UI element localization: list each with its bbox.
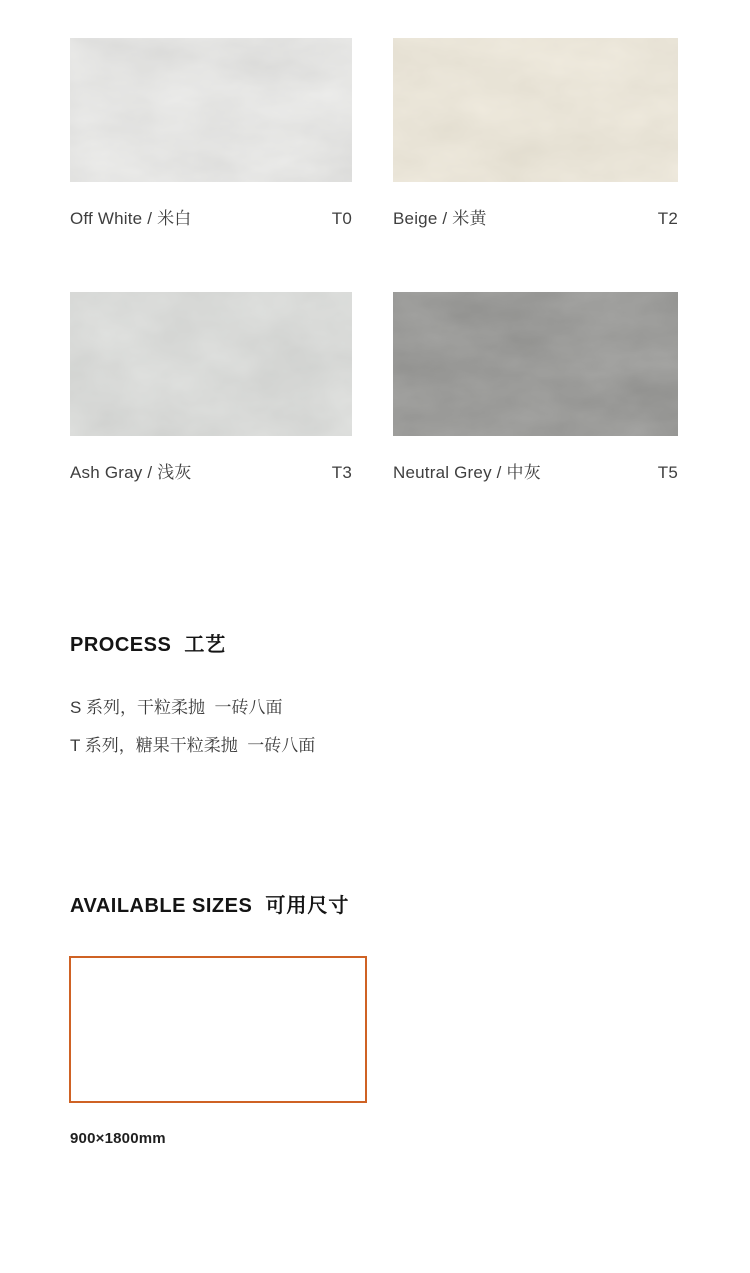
- sizes-heading-zh: 可用尺寸: [265, 894, 350, 917]
- sizes-heading-en: AVAILABLE SIZES: [70, 894, 253, 917]
- process-heading-zh: 工艺: [184, 633, 227, 656]
- swatch-code: T0: [331, 209, 352, 228]
- swatch-code: T3: [331, 463, 352, 482]
- tile-image-off-white: [70, 38, 352, 182]
- size-dimension-label: 900×1800mm: [70, 1130, 166, 1147]
- process-section-heading: [70, 633, 226, 657]
- swatch-label: Neutral Grey / 中灰: [393, 463, 541, 482]
- swatch-label: Off White / 米白: [70, 209, 192, 228]
- swatch-label: Beige / 米黄: [393, 209, 487, 228]
- swatch-card-neutral-grey: [393, 292, 678, 484]
- process-heading-en: PROCESS: [70, 633, 172, 656]
- swatch-label: Ash Gray / 浅灰: [70, 463, 192, 482]
- tile-image-neutral-grey: [393, 292, 678, 436]
- available-sizes-section-heading: [70, 894, 349, 918]
- size-outline-diagram: [69, 956, 367, 1103]
- swatch-card-off-white: [70, 38, 352, 230]
- tile-image-ash-gray: [70, 292, 352, 436]
- color-swatch-grid: [70, 38, 678, 484]
- swatch-code: T2: [657, 209, 678, 228]
- tile-image-beige: [393, 38, 678, 182]
- process-line-t-series: T 系列，糖果干粒柔抛 一砖八面: [70, 736, 316, 755]
- process-line-s-series: S 系列，干粒柔抛 一砖八面: [70, 698, 283, 717]
- swatch-card-beige: [393, 38, 678, 230]
- swatch-card-ash-gray: [70, 292, 352, 484]
- process-description: [70, 689, 315, 765]
- swatch-code: T5: [657, 463, 678, 482]
